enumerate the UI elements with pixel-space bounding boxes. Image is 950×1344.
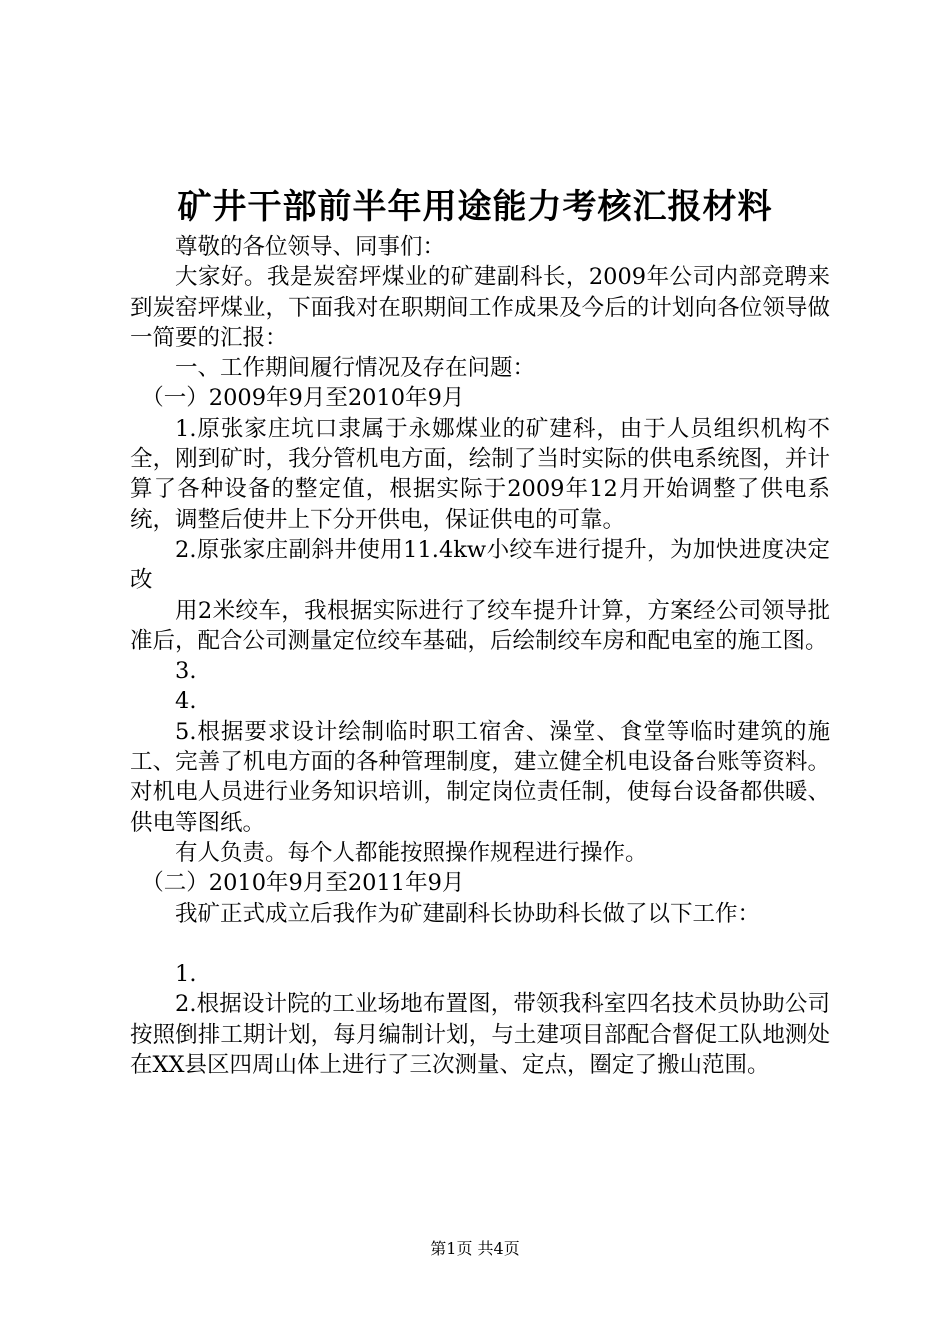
paragraph-item-1-1: 1.原张家庄坑口隶属于永娜煤业的矿建科，由于人员组织机构不全，刚到矿时，我分管机电方面，绘制了当时实际的供电系统图，并计算了各种设备的整定值，根据实际于2009年12月开始调整了供电系统，调整后使井上下分开供电，保证供电的可靠。 xyxy=(130,415,830,533)
document-title: 矿井干部前半年用途能力考核汇报材料 xyxy=(177,187,773,227)
paragraph-item-1-3: 3. xyxy=(175,658,197,685)
paragraph-item-1-2: 2.原张家庄副斜井使用11.4kw小绞车进行提升，为加快进度决定改 xyxy=(130,536,830,594)
paragraph-item-2-1: 1. xyxy=(175,961,197,988)
subsection-heading-1: （一）2009年9月至2010年9月 xyxy=(141,385,465,412)
paragraph-item-1-2-cont: 用2米绞车，我根据实际进行了绞车提升计算，方案经公司领导批准后，配合公司测量定位绞车基础，后绘制绞车房和配电室的施工图。 xyxy=(130,597,830,654)
paragraph-item-2-2: 2.根据设计院的工业场地布置图，带领我科室四名技术员协助公司按照倒排工期计划，每月编制计划，与土建项目部配合督促工队地测处在XX县区四周山体上进行了三次测量、定点，圈定了搬山范围。 xyxy=(130,991,830,1079)
subsection-heading-2: （二）2010年9月至2011年9月 xyxy=(141,870,465,897)
paragraph-item-1-5-cont: 有人负责。每个人都能按照操作规程进行操作。 xyxy=(175,839,648,866)
paragraph-item-1-4: 4. xyxy=(175,688,197,715)
paragraph-work-intro: 我矿正式成立后我作为矿建副科长协助科长做了以下工作： xyxy=(175,900,761,927)
document-body xyxy=(130,232,830,1080)
paragraph-item-1-5: 5.根据要求设计绘制临时职工宿舍、澡堂、食堂等临时建筑的施工、完善了机电方面的各种管理制度，建立健全机电设备台账等资料。对机电人员进行业务知识培训，制定岗位责任制，使每台设备都供暖、供电等图纸。 xyxy=(130,718,830,836)
page-footer: 第1页 共4页 xyxy=(430,1239,520,1258)
blank-line xyxy=(130,929,830,959)
section-heading-1: 一、工作期间履行情况及存在问题： xyxy=(175,355,536,382)
paragraph-intro: 大家好。我是炭窑坪煤业的矿建副科长，2009年公司内部竞聘来到炭窑坪煤业，下面我对在职期间工作成果及今后的计划向各位领导做一简要的汇报： xyxy=(130,264,830,351)
paragraph-salutation: 尊敬的各位领导、同事们： xyxy=(175,234,446,260)
